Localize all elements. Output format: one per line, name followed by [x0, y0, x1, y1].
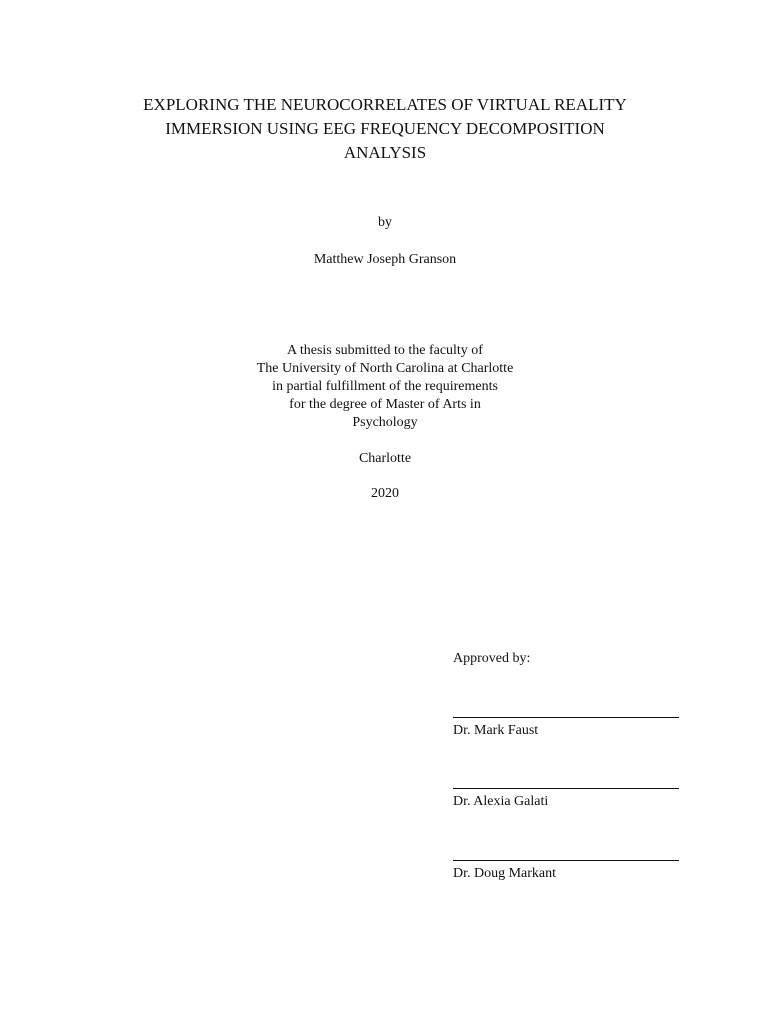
year: 2020 — [371, 486, 399, 501]
city: Charlotte — [358, 451, 412, 466]
signature-block — [453, 860, 679, 883]
statement-line-4: for the degree of Master of Arts in — [289, 397, 481, 412]
author-name: Matthew Joseph Granson — [313, 252, 457, 267]
thesis-title-line-1: EXPLORING THE NEUROCORRELATES OF VIRTUAL REALITY — [143, 95, 627, 114]
thesis-title-line-2: IMMERSION USING EEG FREQUENCY DECOMPOSITION — [165, 119, 605, 138]
by-label: by — [378, 215, 392, 230]
signature-block — [453, 788, 679, 811]
signature-block — [453, 717, 679, 740]
statement-line-1: A thesis submitted to the faculty of — [287, 343, 483, 358]
committee-member-name: Dr. Doug Markant — [453, 866, 557, 881]
submission-statement — [0, 342, 770, 432]
thesis-title-line-3: ANALYSIS — [343, 143, 427, 162]
signature-line — [453, 788, 679, 789]
statement-line-2: The University of North Carolina at Charlotte — [256, 361, 514, 376]
committee-member-name: Dr. Mark Faust — [453, 723, 539, 738]
committee-member-name: Dr. Alexia Galati — [453, 794, 549, 809]
signature-line — [453, 860, 679, 861]
approved-by-label: Approved by: — [453, 651, 531, 666]
signature-line — [453, 717, 679, 718]
statement-line-5: Psychology — [352, 415, 418, 430]
statement-line-3: in partial fulfillment of the requirements — [272, 379, 498, 394]
thesis-title — [0, 93, 770, 165]
